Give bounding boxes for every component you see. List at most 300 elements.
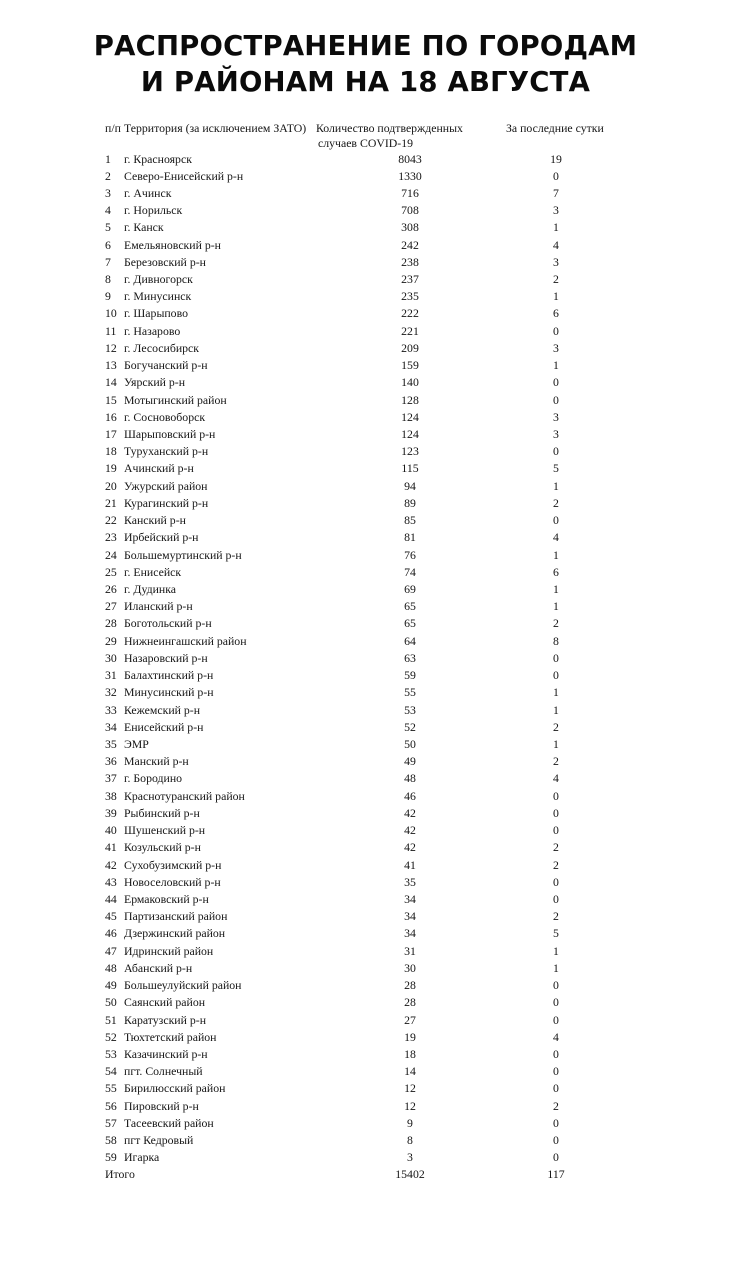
row-cases: 35 bbox=[404, 874, 416, 889]
row-last-day: 4 bbox=[553, 1029, 559, 1044]
row-last-day: 0 bbox=[553, 513, 559, 528]
row-last-day: 6 bbox=[553, 564, 559, 579]
table-row bbox=[0, 598, 731, 615]
row-cases: 53 bbox=[404, 702, 416, 717]
row-last-day: 1 bbox=[553, 289, 559, 304]
row-territory: Тасеевский район bbox=[124, 1115, 214, 1130]
row-last-day: 1 bbox=[553, 547, 559, 562]
row-cases: 115 bbox=[401, 461, 419, 476]
table-row bbox=[0, 891, 731, 908]
row-territory: Рыбинский р-н bbox=[124, 805, 200, 820]
row-number: 54 bbox=[105, 1064, 117, 1079]
row-last-day: 2 bbox=[553, 857, 559, 872]
row-last-day: 2 bbox=[553, 909, 559, 924]
row-last-day: 0 bbox=[553, 392, 559, 407]
row-number: 19 bbox=[105, 461, 117, 476]
row-territory: Козульский р-н bbox=[124, 840, 201, 855]
row-territory: пгт. Солнечный bbox=[124, 1064, 203, 1079]
row-cases: 222 bbox=[401, 306, 419, 321]
row-territory: Назаровский р-н bbox=[124, 650, 208, 665]
row-territory: г. Ачинск bbox=[124, 185, 172, 200]
header-cases-line-2: случаев COVID-19 bbox=[318, 136, 414, 150]
row-last-day: 2 bbox=[553, 616, 559, 631]
row-cases: 81 bbox=[404, 530, 416, 545]
row-cases: 28 bbox=[404, 978, 416, 993]
table-row bbox=[0, 564, 731, 581]
total-last-day: 117 bbox=[547, 1167, 565, 1182]
row-number: 10 bbox=[105, 306, 117, 321]
row-cases: 708 bbox=[401, 203, 419, 218]
row-last-day: 0 bbox=[553, 323, 559, 338]
row-number: 41 bbox=[105, 840, 117, 855]
row-last-day: 2 bbox=[553, 754, 559, 769]
table-row bbox=[0, 443, 731, 460]
row-territory: Дзержинский район bbox=[124, 926, 226, 941]
row-cases: 49 bbox=[404, 754, 416, 769]
row-territory: Игарка bbox=[124, 1150, 160, 1165]
row-last-day: 1 bbox=[553, 943, 559, 958]
table-row bbox=[0, 633, 731, 650]
row-territory: г. Бородино bbox=[124, 771, 183, 786]
row-number: 5 bbox=[105, 220, 111, 235]
row-number: 20 bbox=[105, 478, 117, 493]
table-row bbox=[0, 547, 731, 564]
table-row bbox=[0, 323, 731, 340]
row-last-day: 0 bbox=[553, 1150, 559, 1165]
table-row bbox=[0, 288, 731, 305]
row-last-day: 0 bbox=[553, 1046, 559, 1061]
row-last-day: 2 bbox=[553, 495, 559, 510]
row-cases: 59 bbox=[404, 668, 416, 683]
table-row bbox=[0, 753, 731, 770]
title-line-1: РАСПРОСТРАНЕНИЕ ПО ГОРОДАМ bbox=[93, 30, 638, 62]
table-row bbox=[0, 770, 731, 787]
row-cases: 8 bbox=[407, 1133, 413, 1148]
table-total-row bbox=[0, 1166, 731, 1183]
table-row bbox=[0, 943, 731, 960]
row-number: 47 bbox=[105, 943, 117, 958]
row-territory: ЭМР bbox=[124, 736, 149, 751]
row-territory: Идринский район bbox=[124, 943, 214, 958]
row-cases: 48 bbox=[404, 771, 416, 786]
row-territory: Тюхтетский район bbox=[124, 1029, 217, 1044]
row-cases: 237 bbox=[401, 272, 419, 287]
row-last-day: 0 bbox=[553, 168, 559, 183]
row-territory: Краснотуранский район bbox=[124, 788, 245, 803]
total-label: Итого bbox=[105, 1167, 135, 1182]
row-territory: Ермаковский р-н bbox=[124, 891, 209, 906]
row-territory: Кежемский р-н bbox=[124, 702, 201, 717]
table-row bbox=[0, 512, 731, 529]
row-last-day: 1 bbox=[553, 599, 559, 614]
row-cases: 123 bbox=[401, 444, 419, 459]
row-territory: Минусинский р-н bbox=[124, 685, 214, 700]
row-cases: 76 bbox=[404, 547, 416, 562]
row-number: 27 bbox=[105, 599, 117, 614]
row-cases: 27 bbox=[404, 1012, 416, 1027]
row-last-day: 6 bbox=[553, 306, 559, 321]
row-territory: Северо-Енисейский р-н bbox=[124, 168, 244, 183]
row-cases: 209 bbox=[401, 340, 419, 355]
row-last-day: 0 bbox=[553, 891, 559, 906]
table-row bbox=[0, 460, 731, 477]
row-territory: Абанский р-н bbox=[124, 960, 193, 975]
row-last-day: 2 bbox=[553, 840, 559, 855]
row-number: 15 bbox=[105, 392, 117, 407]
row-territory: Иланский р-н bbox=[124, 599, 193, 614]
row-last-day: 0 bbox=[553, 788, 559, 803]
row-territory: Манский р-н bbox=[124, 754, 189, 769]
row-last-day: 0 bbox=[553, 650, 559, 665]
row-cases: 159 bbox=[401, 358, 419, 373]
row-cases: 52 bbox=[404, 719, 416, 734]
table-row bbox=[0, 237, 731, 254]
row-number: 13 bbox=[105, 358, 117, 373]
row-territory: Богучанский р-н bbox=[124, 358, 208, 373]
row-cases: 89 bbox=[404, 495, 416, 510]
table-row bbox=[0, 478, 731, 495]
table-row bbox=[0, 185, 731, 202]
row-number: 53 bbox=[105, 1046, 117, 1061]
table-row bbox=[0, 1080, 731, 1097]
row-cases: 41 bbox=[404, 857, 416, 872]
table-row bbox=[0, 684, 731, 701]
row-territory: Уярский р-н bbox=[124, 375, 186, 390]
table-row bbox=[0, 357, 731, 374]
row-territory: Курагинский р-н bbox=[124, 495, 209, 510]
table-row bbox=[0, 392, 731, 409]
table-row bbox=[0, 702, 731, 719]
row-territory: Березовский р-н bbox=[124, 254, 206, 269]
table-row bbox=[0, 1149, 731, 1166]
row-number: 22 bbox=[105, 513, 117, 528]
header-cases bbox=[316, 121, 463, 151]
row-last-day: 1 bbox=[553, 220, 559, 235]
table-row bbox=[0, 805, 731, 822]
row-number: 32 bbox=[105, 685, 117, 700]
row-number: 33 bbox=[105, 702, 117, 717]
row-territory: г. Сосновоборск bbox=[124, 409, 206, 424]
row-cases: 242 bbox=[401, 237, 419, 252]
row-last-day: 3 bbox=[553, 427, 559, 442]
row-cases: 128 bbox=[401, 392, 419, 407]
row-cases: 28 bbox=[404, 995, 416, 1010]
row-last-day: 0 bbox=[553, 874, 559, 889]
row-cases: 1330 bbox=[398, 168, 422, 183]
row-number: 7 bbox=[105, 254, 111, 269]
table-row bbox=[0, 1046, 731, 1063]
row-number: 26 bbox=[105, 582, 117, 596]
row-last-day: 0 bbox=[553, 995, 559, 1010]
row-last-day: 2 bbox=[553, 1098, 559, 1113]
row-number: 6 bbox=[105, 237, 111, 252]
row-territory: Нижнеингашский район bbox=[124, 633, 247, 648]
title-line-2: И РАЙОНАМ НА 18 АВГУСТА bbox=[140, 66, 591, 98]
table-row bbox=[0, 615, 731, 632]
table-row bbox=[0, 529, 731, 546]
row-last-day: 3 bbox=[553, 203, 559, 218]
row-last-day: 2 bbox=[553, 719, 559, 734]
row-number: 38 bbox=[105, 788, 117, 803]
row-cases: 9 bbox=[407, 1115, 413, 1130]
row-cases: 716 bbox=[401, 185, 419, 200]
row-number: 24 bbox=[105, 547, 117, 562]
row-number: 39 bbox=[105, 805, 117, 820]
row-cases: 3 bbox=[407, 1150, 413, 1165]
row-last-day: 4 bbox=[553, 771, 559, 786]
row-territory: Боготольский р-н bbox=[124, 616, 212, 631]
row-cases: 19 bbox=[404, 1029, 416, 1044]
row-number: 35 bbox=[105, 736, 117, 751]
row-cases: 31 bbox=[404, 943, 416, 958]
row-last-day: 1 bbox=[553, 478, 559, 493]
table-row bbox=[0, 1115, 731, 1132]
row-territory: г. Норильск bbox=[124, 203, 183, 218]
table-row bbox=[0, 719, 731, 736]
table-row bbox=[0, 219, 731, 236]
row-number: 58 bbox=[105, 1133, 117, 1148]
row-last-day: 1 bbox=[553, 358, 559, 373]
table-row bbox=[0, 857, 731, 874]
row-number: 25 bbox=[105, 564, 117, 579]
row-territory: Енисейский р-н bbox=[124, 719, 204, 734]
row-number: 49 bbox=[105, 978, 117, 993]
row-number: 55 bbox=[105, 1081, 117, 1096]
row-territory: Партизанский район bbox=[124, 909, 228, 924]
row-number: 3 bbox=[105, 185, 111, 200]
row-cases: 42 bbox=[404, 805, 416, 820]
row-last-day: 3 bbox=[553, 340, 559, 355]
row-cases: 124 bbox=[401, 427, 419, 442]
row-number: 51 bbox=[105, 1012, 117, 1027]
row-cases: 69 bbox=[404, 582, 416, 596]
table-row bbox=[0, 202, 731, 219]
table-row bbox=[0, 667, 731, 684]
row-cases: 65 bbox=[404, 616, 416, 631]
row-last-day: 0 bbox=[553, 668, 559, 683]
row-number: 57 bbox=[105, 1115, 117, 1130]
table-row bbox=[0, 305, 731, 322]
table-row bbox=[0, 874, 731, 891]
row-number: 46 bbox=[105, 926, 117, 941]
row-last-day: 0 bbox=[553, 978, 559, 993]
row-territory: Шушенский р-н bbox=[124, 823, 206, 838]
table-row bbox=[0, 168, 731, 185]
table-row bbox=[0, 409, 731, 426]
table-row bbox=[0, 495, 731, 512]
row-cases: 85 bbox=[404, 513, 416, 528]
row-number: 9 bbox=[105, 289, 111, 304]
row-cases: 124 bbox=[401, 409, 419, 424]
row-number: 29 bbox=[105, 633, 117, 648]
row-number: 30 bbox=[105, 650, 117, 665]
table-row bbox=[0, 1029, 731, 1046]
row-territory: Емельяновский р-н bbox=[124, 237, 221, 252]
row-territory: г. Минусинск bbox=[124, 289, 192, 304]
row-cases: 94 bbox=[404, 478, 416, 493]
row-last-day: 0 bbox=[553, 823, 559, 838]
row-cases: 64 bbox=[404, 633, 416, 648]
row-number: 36 bbox=[105, 754, 117, 769]
row-last-day: 0 bbox=[553, 444, 559, 459]
row-number: 23 bbox=[105, 530, 117, 545]
row-number: 21 bbox=[105, 495, 117, 510]
row-cases: 140 bbox=[401, 375, 419, 390]
row-cases: 46 bbox=[404, 788, 416, 803]
row-territory: г. Лесосибирск bbox=[124, 340, 200, 355]
row-number: 2 bbox=[105, 168, 111, 183]
table-row bbox=[0, 1063, 731, 1080]
table-row bbox=[0, 374, 731, 391]
table-row bbox=[0, 960, 731, 977]
row-territory: Мотыгинский район bbox=[124, 392, 227, 407]
row-number: 4 bbox=[105, 203, 111, 218]
table-row bbox=[0, 788, 731, 805]
table-row bbox=[0, 908, 731, 925]
row-last-day: 0 bbox=[553, 1064, 559, 1079]
row-last-day: 0 bbox=[553, 805, 559, 820]
row-number: 56 bbox=[105, 1098, 117, 1113]
row-territory: Пировский р-н bbox=[124, 1098, 199, 1113]
row-number: 44 bbox=[105, 891, 117, 906]
row-cases: 14 bbox=[404, 1064, 416, 1079]
row-last-day: 5 bbox=[553, 461, 559, 476]
row-last-day: 0 bbox=[553, 1012, 559, 1027]
row-number: 45 bbox=[105, 909, 117, 924]
row-territory: пгт Кедровый bbox=[124, 1133, 194, 1148]
row-cases: 34 bbox=[404, 891, 416, 906]
row-last-day: 0 bbox=[553, 375, 559, 390]
row-territory: Балахтинский р-н bbox=[124, 668, 214, 683]
row-cases: 235 bbox=[401, 289, 419, 304]
row-territory: Ужурский район bbox=[124, 478, 208, 493]
row-cases: 221 bbox=[401, 323, 419, 338]
row-number: 17 bbox=[105, 427, 117, 442]
row-last-day: 19 bbox=[550, 151, 562, 166]
header-cases-line-1: Количество подтвержденных bbox=[316, 121, 463, 135]
table-row bbox=[0, 650, 731, 667]
row-number: 37 bbox=[105, 771, 117, 786]
row-number: 28 bbox=[105, 616, 117, 631]
row-territory: г. Назарово bbox=[124, 323, 181, 338]
row-number: 42 bbox=[105, 857, 117, 872]
row-cases: 42 bbox=[404, 840, 416, 855]
row-last-day: 8 bbox=[553, 633, 559, 648]
row-number: 31 bbox=[105, 668, 117, 683]
table-row bbox=[0, 925, 731, 942]
row-territory: Каратузский р-н bbox=[124, 1012, 207, 1027]
row-cases: 34 bbox=[404, 926, 416, 941]
row-cases: 8043 bbox=[398, 151, 422, 166]
row-number: 43 bbox=[105, 874, 117, 889]
row-number: 50 bbox=[105, 995, 117, 1010]
row-cases: 238 bbox=[401, 254, 419, 269]
row-number: 8 bbox=[105, 272, 111, 287]
row-last-day: 4 bbox=[553, 530, 559, 545]
row-number: 14 bbox=[105, 375, 117, 390]
row-territory: Саянский район bbox=[124, 995, 206, 1010]
row-number: 12 bbox=[105, 340, 117, 355]
row-last-day: 3 bbox=[553, 409, 559, 424]
row-territory: Сухобузимский р-н bbox=[124, 857, 222, 872]
row-last-day: 2 bbox=[553, 272, 559, 287]
row-number: 52 bbox=[105, 1029, 117, 1044]
row-territory: Новоселовский р-н bbox=[124, 874, 221, 889]
total-cases: 15402 bbox=[395, 1167, 425, 1182]
row-cases: 12 bbox=[404, 1098, 416, 1113]
row-territory: Шарыповский р-н bbox=[124, 427, 216, 442]
row-last-day: 0 bbox=[553, 1115, 559, 1130]
row-territory: г. Шарыпово bbox=[124, 306, 188, 321]
row-last-day: 1 bbox=[553, 702, 559, 717]
row-last-day: 1 bbox=[553, 736, 559, 751]
table-row bbox=[0, 839, 731, 856]
row-number: 59 bbox=[105, 1150, 117, 1165]
row-territory: Туруханский р-н bbox=[124, 444, 209, 459]
table-row bbox=[0, 1098, 731, 1115]
row-number: 11 bbox=[105, 323, 117, 338]
table-row bbox=[0, 254, 731, 271]
header-last-day: За последние сутки bbox=[506, 121, 604, 135]
table-row bbox=[0, 1132, 731, 1149]
row-territory: г. Красноярск bbox=[124, 151, 192, 166]
row-cases: 42 bbox=[404, 823, 416, 838]
row-last-day: 1 bbox=[553, 685, 559, 700]
row-territory: г. Канск bbox=[124, 220, 164, 235]
row-cases: 12 bbox=[404, 1081, 416, 1096]
row-territory: Казачинский р-н bbox=[124, 1046, 208, 1061]
table-row bbox=[0, 581, 731, 598]
row-last-day: 0 bbox=[553, 1133, 559, 1148]
row-number: 16 bbox=[105, 409, 117, 424]
row-territory: Большеулуйский район bbox=[124, 978, 242, 993]
row-last-day: 0 bbox=[553, 1081, 559, 1096]
row-territory: Канский р-н bbox=[124, 513, 186, 528]
row-number: 48 bbox=[105, 960, 117, 975]
row-cases: 308 bbox=[401, 220, 419, 235]
table-row bbox=[0, 994, 731, 1011]
table-row bbox=[0, 736, 731, 753]
row-cases: 50 bbox=[404, 736, 416, 751]
row-number: 40 bbox=[105, 823, 117, 838]
table-row bbox=[0, 340, 731, 357]
row-last-day: 1 bbox=[553, 960, 559, 975]
row-cases: 18 bbox=[404, 1046, 416, 1061]
row-last-day: 1 bbox=[553, 582, 559, 596]
header-num: п/п bbox=[105, 121, 121, 135]
row-territory: Ирбейский р-н bbox=[124, 530, 199, 545]
table-row bbox=[0, 271, 731, 288]
row-number: 1 bbox=[105, 151, 111, 166]
row-cases: 65 bbox=[404, 599, 416, 614]
row-territory: г. Дудинка bbox=[124, 582, 177, 596]
row-number: 18 bbox=[105, 444, 117, 459]
header-territory: Территория (за исключением ЗАТО) bbox=[124, 121, 307, 135]
row-number: 34 bbox=[105, 719, 117, 734]
row-last-day: 3 bbox=[553, 254, 559, 269]
row-territory: г. Енисейск bbox=[124, 564, 182, 579]
row-last-day: 4 bbox=[553, 237, 559, 252]
row-territory: Большемуртинский р-н bbox=[124, 547, 242, 562]
table-row bbox=[0, 151, 731, 168]
table-row bbox=[0, 822, 731, 839]
row-cases: 55 bbox=[404, 685, 416, 700]
row-territory: Ачинский р-н bbox=[124, 461, 194, 476]
row-cases: 34 bbox=[404, 909, 416, 924]
row-last-day: 5 bbox=[553, 926, 559, 941]
table-row bbox=[0, 426, 731, 443]
row-last-day: 7 bbox=[553, 185, 559, 200]
